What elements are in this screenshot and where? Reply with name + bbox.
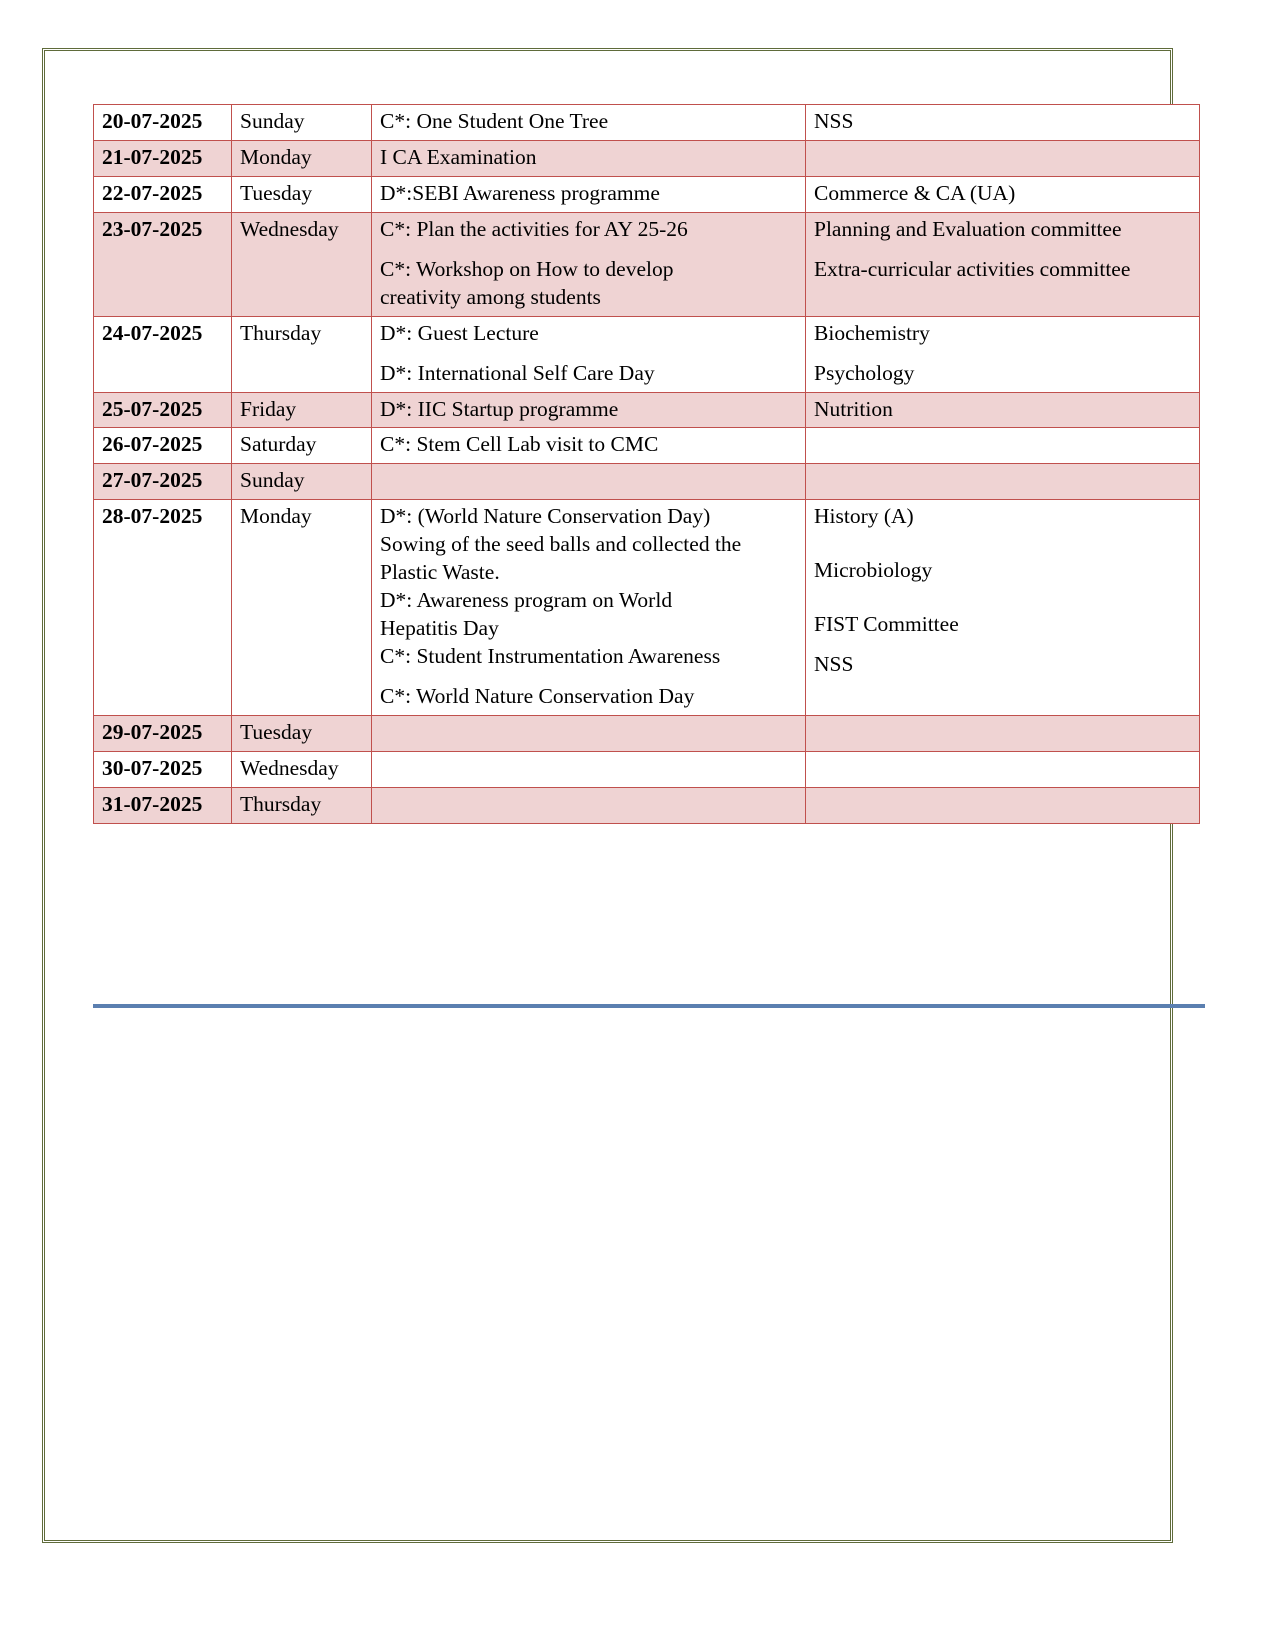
cell-organiser <box>806 176 1200 212</box>
cell-organiser <box>806 500 1200 716</box>
cell-date: 31-07-2025 <box>94 787 232 823</box>
cell-date: 27-07-2025 <box>94 464 232 500</box>
organiser-line: NSS <box>814 652 854 677</box>
activity-line: C*: Workshop on How to develop <box>380 256 674 281</box>
cell-date: 30-07-2025 <box>94 751 232 787</box>
organiser-line: Extra-curricular activities committee <box>814 256 1131 281</box>
organiser-line: Nutrition <box>814 396 893 421</box>
cell-activity <box>372 316 806 392</box>
table-row <box>94 392 1200 428</box>
organiser-line: Commerce & CA (UA) <box>814 180 1016 205</box>
organiser-line: Planning and Evaluation committee <box>814 216 1122 241</box>
organiser-line: NSS <box>814 109 854 133</box>
cell-organiser <box>806 715 1200 751</box>
academic-calendar-table <box>93 104 1200 824</box>
table-row <box>94 428 1200 464</box>
activity-line: Plastic Waste. <box>380 560 500 585</box>
activity-line: D*: Guest Lecture <box>380 320 539 345</box>
cell-day: Wednesday <box>232 212 372 316</box>
cell-organiser <box>806 140 1200 176</box>
cell-day: Thursday <box>232 316 372 392</box>
horizontal-rule <box>93 1004 1205 1008</box>
page-frame <box>42 48 1173 1543</box>
activity-line: C*: One Student One Tree <box>380 109 609 133</box>
table-row <box>94 715 1200 751</box>
cell-organiser <box>806 105 1200 141</box>
organiser-line: Microbiology <box>814 558 933 583</box>
cell-day: Saturday <box>232 428 372 464</box>
table-row <box>94 176 1200 212</box>
cell-activity <box>372 751 806 787</box>
activity-line: D*:SEBI Awareness programme <box>380 180 660 205</box>
cell-activity <box>372 787 806 823</box>
organiser-line: Psychology <box>814 360 915 385</box>
table-row <box>94 212 1200 316</box>
activity-line: C*: Student Instrumentation Awareness <box>380 644 721 668</box>
cell-day: Tuesday <box>232 715 372 751</box>
activity-line: Hepatitis Day <box>380 616 499 641</box>
cell-day: Thursday <box>232 787 372 823</box>
document-body <box>93 104 1213 824</box>
cell-day: Friday <box>232 392 372 428</box>
cell-organiser <box>806 316 1200 392</box>
cell-activity <box>372 500 806 716</box>
table-row <box>94 751 1200 787</box>
table-row <box>94 316 1200 392</box>
table-row <box>94 787 1200 823</box>
table-row <box>94 464 1200 500</box>
cell-day: Sunday <box>232 105 372 141</box>
cell-activity <box>372 212 806 316</box>
cell-organiser <box>806 428 1200 464</box>
organiser-line: FIST Committee <box>814 612 959 637</box>
activity-line: D*: IIC Startup programme <box>380 396 619 421</box>
cell-activity <box>372 140 806 176</box>
table-row <box>94 105 1200 141</box>
cell-activity <box>372 715 806 751</box>
activity-line: C*: Stem Cell Lab visit to CMC <box>380 432 659 457</box>
cell-date: 20-07-2025 <box>94 105 232 141</box>
activity-line: D*: (World Nature Conservation Day) <box>380 504 711 529</box>
cell-date: 22-07-2025 <box>94 176 232 212</box>
activity-line: D*: International Self Care Day <box>380 360 655 385</box>
activity-line: C*: World Nature Conservation Day <box>380 683 695 708</box>
cell-activity <box>372 105 806 141</box>
cell-date: 23-07-2025 <box>94 212 232 316</box>
cell-date: 26-07-2025 <box>94 428 232 464</box>
organiser-line: Biochemistry <box>814 320 930 345</box>
calendar-table-body <box>94 105 1200 824</box>
cell-organiser <box>806 464 1200 500</box>
cell-date: 29-07-2025 <box>94 715 232 751</box>
cell-date: 25-07-2025 <box>94 392 232 428</box>
cell-date: 24-07-2025 <box>94 316 232 392</box>
cell-day: Sunday <box>232 464 372 500</box>
activity-line: Sowing of the seed balls and collected the <box>380 532 742 557</box>
cell-organiser <box>806 212 1200 316</box>
cell-day: Tuesday <box>232 176 372 212</box>
cell-organiser <box>806 751 1200 787</box>
organiser-line: History (A) <box>814 504 914 529</box>
activity-line: D*: Awareness program on World <box>380 588 673 613</box>
activity-line: I CA Examination <box>380 144 537 169</box>
cell-organiser <box>806 392 1200 428</box>
cell-day: Monday <box>232 500 372 716</box>
cell-activity <box>372 464 806 500</box>
cell-date: 28-07-2025 <box>94 500 232 716</box>
cell-day: Monday <box>232 140 372 176</box>
cell-date: 21-07-2025 <box>94 140 232 176</box>
cell-activity <box>372 428 806 464</box>
cell-activity <box>372 176 806 212</box>
table-row <box>94 140 1200 176</box>
cell-day: Wednesday <box>232 751 372 787</box>
activity-line: creativity among students <box>380 284 601 309</box>
activity-line: C*: Plan the activities for AY 25-26 <box>380 216 688 241</box>
table-row <box>94 500 1200 716</box>
cell-activity <box>372 392 806 428</box>
cell-organiser <box>806 787 1200 823</box>
